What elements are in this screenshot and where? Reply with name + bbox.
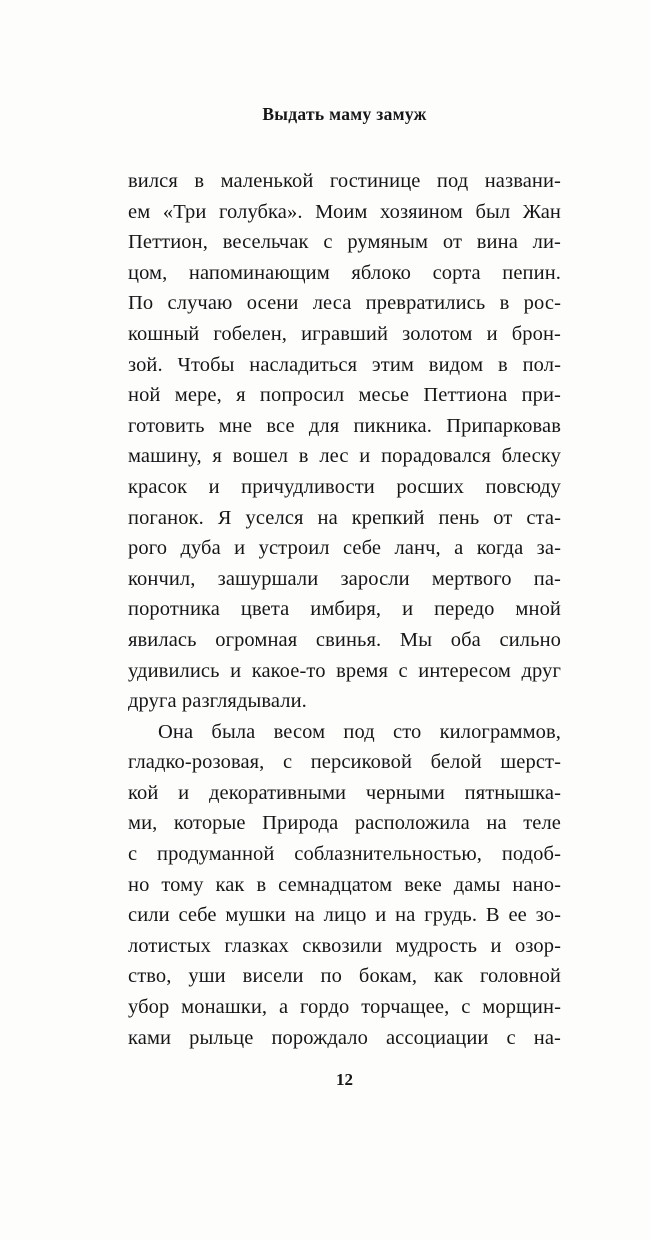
- text-line: лотистых глазках сквозили мудрость и озор-: [128, 934, 561, 957]
- text-line: явилась огромная свинья. Мы оба сильно: [128, 628, 561, 651]
- text-line: машину, я вошел в лес и порадовался блеску: [128, 445, 561, 468]
- text-line: убор монашки, а гордо торчащее, с морщин-: [128, 996, 561, 1019]
- text-line: удивились и какое-то время с интересом друг: [128, 659, 561, 682]
- text-line: кой и декоративными черными пятнышка-: [128, 781, 561, 804]
- text-line: гладко-розовая, с персиковой белой шерст-: [128, 751, 561, 774]
- text-line: поганок. Я уселся на крепкий пень от ста-: [128, 506, 561, 529]
- text-line: ками рыльце порождало ассоциации с на-: [128, 1026, 561, 1049]
- running-header: Выдать маму замуж: [262, 104, 427, 124]
- paragraph: [128, 717, 561, 1054]
- text-line: Петтион, весельчак с румяным от вина ли-: [128, 231, 561, 254]
- text-line: но тому как в семнадцатом веке дамы нано-: [128, 873, 561, 896]
- text-line: кошный гобелен, игравший золотом и брон-: [128, 322, 561, 345]
- paragraph: [128, 166, 561, 717]
- text-line: ем «Три голубка». Моим хозяином был Жан: [128, 200, 561, 223]
- text-line: с продуманной соблазнительностью, подоб-: [128, 843, 561, 866]
- text-line: рого дуба и устроил себе ланч, а когда за-: [128, 537, 561, 560]
- text-line: Она была весом под сто килограммов,: [158, 720, 561, 743]
- text-line: кончил, зашуршали заросли мертвого па-: [128, 567, 561, 590]
- text-line: зой. Чтобы насладиться этим видом в пол-: [128, 353, 561, 376]
- text-line: вился в маленькой гостинице под названи-: [128, 170, 561, 192]
- text-line: ной мере, я попросил месье Петтиона при-: [128, 384, 561, 407]
- text-line: сили себе мушки на лицо и на грудь. В ее зо-: [128, 904, 561, 927]
- text-line: поротника цвета имбиря, и передо мной: [128, 598, 561, 621]
- text-line: ство, уши висели по бокам, как головной: [128, 965, 561, 988]
- text-line: друга разглядывали.: [128, 690, 307, 713]
- text-line: По случаю осени леса превратились в рос-: [128, 292, 561, 315]
- text-line: цом, напоминающим яблоко сорта пепин.: [128, 261, 561, 284]
- page-number: 12: [336, 1070, 353, 1089]
- text-block: [128, 166, 561, 1053]
- text-line: красок и причудливости росших повсюду: [128, 475, 561, 498]
- text-line: ми, которые Природа расположила на теле: [128, 812, 561, 835]
- text-line: готовить мне все для пикника. Припарковав: [128, 414, 561, 437]
